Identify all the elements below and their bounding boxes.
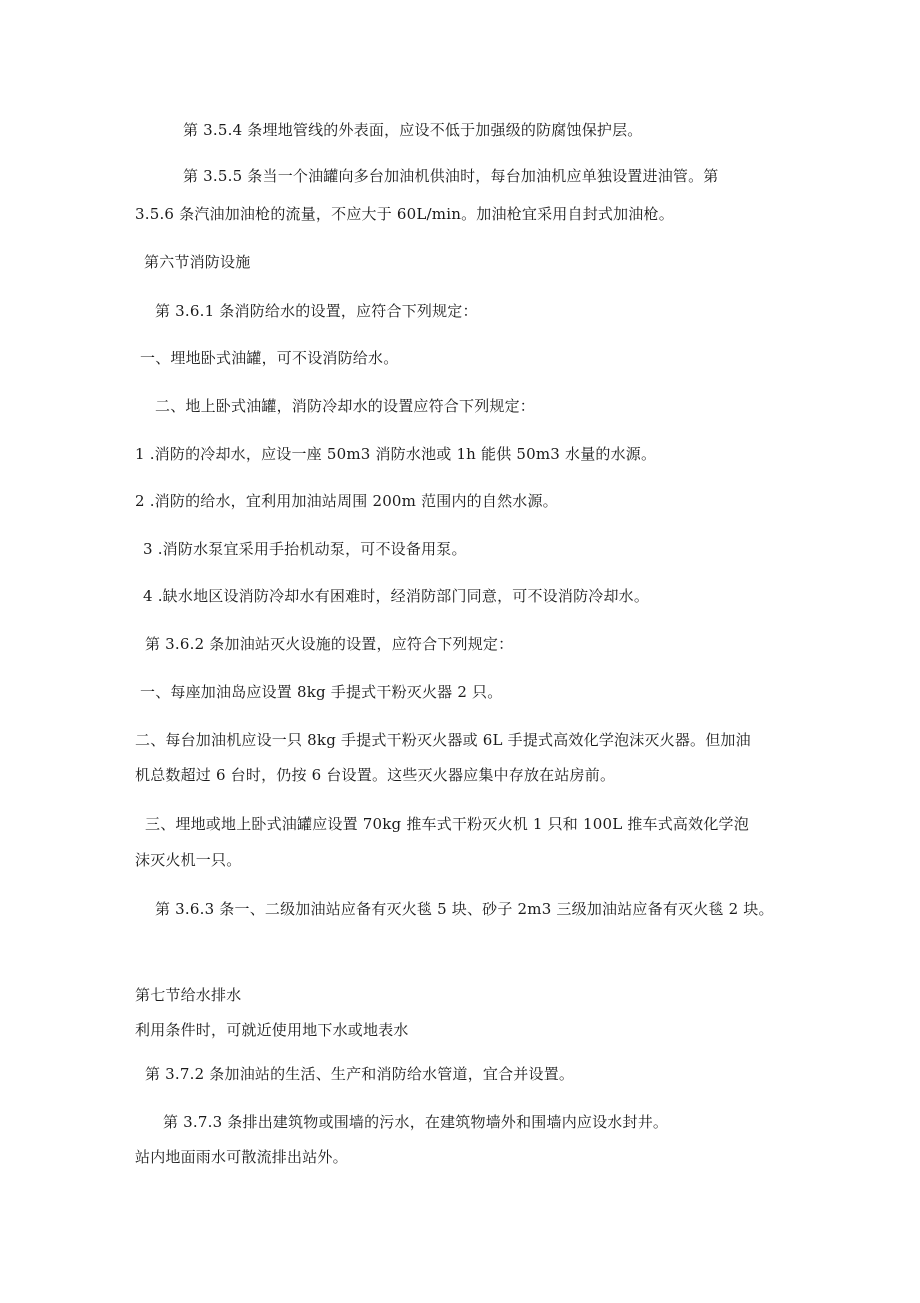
paragraph-line: 第 3.6.1 条消防给水的设置，应符合下列规定： bbox=[155, 302, 478, 320]
paragraph-line: 站内地面雨水可散流排出站外。 bbox=[135, 1148, 348, 1166]
paragraph-line: 一、每座加油岛应设置 8kg 手提式干粉灭火器 2 只。 bbox=[140, 683, 503, 701]
list-item-line: 4 .缺水地区设消防冷却水有困难时，经消防部门同意，可不设消防冷却水。 bbox=[143, 587, 650, 605]
paragraph-line: 机总数超过 6 台时，仍按 6 台设置。这些灭火器应集中存放在站房前。 bbox=[135, 766, 616, 784]
section-heading: 第七节给水排水 bbox=[135, 986, 242, 1004]
paragraph-line: 3.5.6 条汽油加油枪的流量，不应大于 60L/min。加油枪宜采用自封式加油枪。 bbox=[135, 205, 674, 223]
list-item-line: 2 .消防的给水，宜利用加油站周围 200m 范围内的自然水源。 bbox=[135, 492, 558, 510]
paragraph-line: 第 3.5.5 条当一个油罐向多台加油机供油时，每台加油机应单独设置进油管。第 bbox=[183, 167, 719, 185]
paragraph-line: 第 3.7.2 条加油站的生活、生产和消防给水管道，宜合并设置。 bbox=[145, 1065, 575, 1083]
paragraph-line: 沫灭火机一只。 bbox=[135, 851, 242, 869]
list-item-line: 1 .消防的冷却水，应设一座 50m3 消防水池或 1h 能供 50m3 水量的水源。 bbox=[135, 445, 657, 463]
paragraph-line: 第 3.6.2 条加油站灭火设施的设置，应符合下列规定： bbox=[145, 635, 514, 653]
section-heading: 第六节消防设施 bbox=[144, 253, 251, 271]
paragraph-line: 第 3.6.3 条一、二级加油站应备有灭火毯 5 块、砂子 2m3 三级加油站应备有灭火毯 2 块。 bbox=[155, 900, 774, 918]
paragraph-line: 第 3.5.4 条埋地管线的外表面，应设不低于加强级的防腐蚀保护层。 bbox=[183, 121, 643, 139]
paragraph-line: 二、地上卧式油罐，消防冷却水的设置应符合下列规定： bbox=[155, 397, 536, 415]
paragraph-line: 一、埋地卧式油罐，可不设消防给水。 bbox=[140, 349, 399, 367]
paragraph-line: 第 3.7.3 条排出建筑物或围墙的污水，在建筑物墙外和围墙内应设水封井。 bbox=[163, 1113, 669, 1131]
paragraph-line: 三、埋地或地上卧式油罐应设置 70kg 推车式干粉灭火机 1 只和 100L 推车式高效化学泡 bbox=[145, 815, 749, 833]
list-item-line: 3 .消防水泵宜采用手抬机动泵，可不设备用泵。 bbox=[143, 540, 467, 558]
paragraph-line: 利用条件时，可就近使用地下水或地表水 bbox=[135, 1021, 409, 1039]
paragraph-line: 二、每台加油机应设一只 8kg 手提式干粉灭火器或 6L 手提式高效化学泡沫灭火器。但加油 bbox=[135, 731, 751, 749]
